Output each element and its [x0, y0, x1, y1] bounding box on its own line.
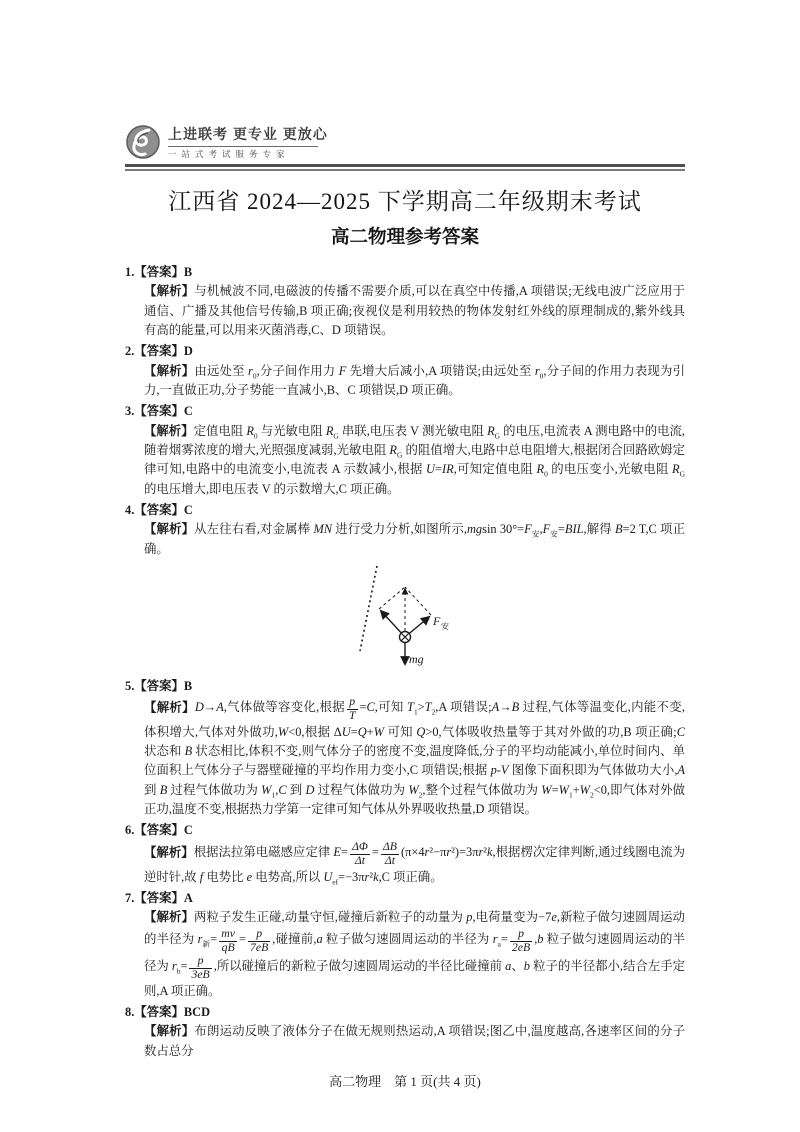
- force-diagram-figure: [343, 563, 473, 674]
- question-block: [125, 677, 685, 820]
- question-number: 7.: [125, 891, 135, 906]
- answer-label: 【答案】: [134, 404, 184, 419]
- answer-line: [125, 1003, 685, 1022]
- analysis-line: [125, 362, 685, 401]
- answer-label: 【答案】: [134, 891, 184, 906]
- answer-label: 【答案】: [134, 344, 184, 359]
- question-block: [125, 889, 685, 1001]
- header-rule: [125, 164, 685, 171]
- question-number: 5.: [125, 678, 135, 693]
- answer-line: [125, 402, 685, 421]
- analysis-line: [125, 282, 685, 340]
- figure-force-sub: 安: [441, 622, 449, 632]
- answer-label: 【答案】: [134, 678, 184, 693]
- question-block: [125, 342, 685, 400]
- question-block: [125, 263, 685, 340]
- question-block: [125, 1003, 685, 1061]
- page-subtitle: 高二物理参考答案: [330, 226, 479, 247]
- analysis-text: 布朗运动反映了液体分子在做无规则热运动,A 项错误;图乙中,温度越高,各速率区间的分子数占总分: [144, 1024, 685, 1058]
- answer-label: 【答案】: [134, 1004, 184, 1019]
- question-number: 4.: [125, 503, 135, 518]
- analysis-line: [125, 908, 685, 1001]
- analysis-label: 【解析】: [144, 700, 195, 715]
- answer-label: 【答案】: [134, 823, 184, 838]
- page-title: 江西省 2024—2025 下学期高二年级期末考试: [168, 189, 642, 214]
- analysis-line: [125, 1022, 685, 1061]
- brand-logo-icon: [125, 124, 161, 160]
- question-block: [125, 821, 685, 887]
- analysis-text: 与机械波不同,电磁波的传播不需要介质,可以在真空中传播,A 项错误;无线电波广泛应用于通信、广播及其他信号传输,B 项正确;夜视仪是利用较热的物体发射红外线的原理制成的,紫外线具有高的能量,可以用来灭菌消毒,C、D 项错误。: [144, 284, 685, 338]
- brand-text-block: [168, 124, 328, 160]
- answer-line: [125, 821, 685, 840]
- analysis-label: 【解析】: [144, 363, 195, 378]
- answer-line: [125, 263, 685, 282]
- analysis-line: [125, 520, 685, 559]
- question-block: [125, 402, 685, 499]
- answer-value: C: [183, 823, 193, 838]
- answer-value: B: [183, 678, 193, 693]
- question-number: 3.: [125, 404, 135, 419]
- analysis-line: [125, 841, 685, 887]
- analysis-text: 从左往右看,对金属棒 MN 进行受力分析,如图所示,mgsin $30^\circ=F_安,F_安=BIL$,解得 B=2 T,C 项正确。: [144, 522, 685, 556]
- page-content: [125, 124, 685, 1090]
- figure-weight-label: mg: [409, 652, 424, 667]
- analysis-text: 由远处至 $r_0$,分子间作用力 F 先增大后减小,A 项错误;由远处至 $r_0$,分子间的作用力表现为引力,一直做正功,分子势能一直减小,B、C 项错误,D 项正确。: [144, 363, 685, 398]
- parallelogram-side-right: [405, 587, 431, 615]
- answer-line: [125, 889, 685, 908]
- question-number: 8.: [125, 1004, 135, 1019]
- analysis-label: 【解析】: [144, 423, 194, 438]
- answer-value: C: [183, 404, 193, 419]
- parallelogram-side-left: [379, 587, 405, 609]
- force-diagram-svg: [343, 563, 473, 668]
- questions: [125, 263, 685, 1061]
- analysis-label: 【解析】: [144, 910, 195, 925]
- analysis-text: 两粒子发生正碰,动量守恒,碰撞后新粒子的动量为 p,电荷量变为−7e,新粒子做匀速圆周运动的半径为 $r_新=$ $\frac{mv}{qB}$ = $\frac{p}{7eB}$ ,碰撞前,a 粒子做匀速圆周运动的半径为 $r_a=$ $\frac{p}{2eB}$ ,b 粒子做匀速圆周运动的半径为 $r_b=$ $\frac{p}{3eB}$ ,所以碰撞后的新粒子做匀速圆周运动的半径比碰撞前 a、b 粒子的半径都小,结合左手定则,A 项正确。: [144, 910, 686, 998]
- brand-name: 上进联考 更专业 更放心: [168, 126, 328, 142]
- analysis-label: 【解析】: [144, 284, 195, 299]
- answer-label: 【答案】: [134, 265, 184, 279]
- analysis-text: 根据法拉第电磁感应定律 E= $\frac{\Delta\Phi}{\Delta t}$ = $\frac{\Delta B}{\Delta t}$ (π×4r²−πr²)=3πr²k,根据楞次定律判断,通过线圈电流为逆时针,故 f 电势比 e 电势高,所以 $U_{ef}=-3\pi r^2k,C$ 项正确。: [144, 839, 685, 887]
- answer-line: [125, 342, 685, 361]
- answer-value: B: [183, 265, 193, 279]
- page-footer: 高二物理 第 1 页(共 4 页): [329, 1073, 481, 1089]
- analysis-text: 定值电阻 $R_0$ 与光敏电阻 $R_G$ 串联,电压表 V 测光敏电阻 $R_G$ 的电压,电流表 A 测电路中的电流,随着烟雾浓度的增大,光照强度减弱,光敏电阻 $R_G$ 的阻值增大,电路中总电阻增大,根据闭合回路欧姆定律可知,电路中的电流变小,电流表 A 示数减小,根据 U=IR,可知定值电阻 $R_0$ 的电压变小,光敏电阻 $R_G$ 的电压增大,即电压表 V 的示数增大,C 项正确。: [144, 423, 686, 496]
- answer-value: D: [183, 344, 193, 359]
- brand-header: [125, 124, 685, 160]
- analysis-label: 【解析】: [144, 1024, 195, 1039]
- answer-value: BCD: [183, 1004, 211, 1019]
- question-number: 1.: [125, 265, 135, 279]
- brand-divider: [168, 146, 318, 147]
- figure-force-label: F: [433, 614, 441, 629]
- brand-tagline: 一站式考试服务专家: [168, 149, 290, 159]
- answer-label: 【答案】: [134, 503, 184, 518]
- question-number: 6.: [125, 823, 135, 838]
- analysis-label: 【解析】: [144, 522, 195, 537]
- analysis-label: 【解析】: [144, 845, 194, 860]
- answer-line: [125, 501, 685, 520]
- question-number: 2.: [125, 344, 135, 359]
- analysis-line: [125, 422, 685, 499]
- incline-line: [360, 566, 377, 651]
- analysis-text: D→A,气体做等容变化,根据 $\frac{p}{T}$ =C,可知 $T_1>T_2,A$ 项错误;A→B 过程,气体等温变化,内能不变,体积增大,气体对外做功,W<0,根据 ΔU=Q+W 可知 Q>0,气体吸收热量等于其对外做的功,B 项正确;C 状态和 B 状态相比,体积不变,则气体分子的密度不变,温度降低,分子的平均动能减小,单位时间内、单位面积上气体分子与器壁碰撞的平均作用力变小,C 项错误;根据 p-V 图像下面积即为气体做功大小,A 到 B 过程气体做功为 $W_1,C$ 到 D 过程气体做功为 $W_2$,整个过程气体做功为 $W=W_1+W_2<0$,即气体对外做正功,温度不变,根据热力学第一定律可知气体从外界吸收热量,D 项错误。: [144, 694, 686, 817]
- answer-value: C: [183, 503, 193, 518]
- answer-line: [125, 677, 685, 696]
- answer-value: A: [183, 891, 193, 906]
- analysis-line: [125, 696, 685, 820]
- question-block: [125, 501, 685, 674]
